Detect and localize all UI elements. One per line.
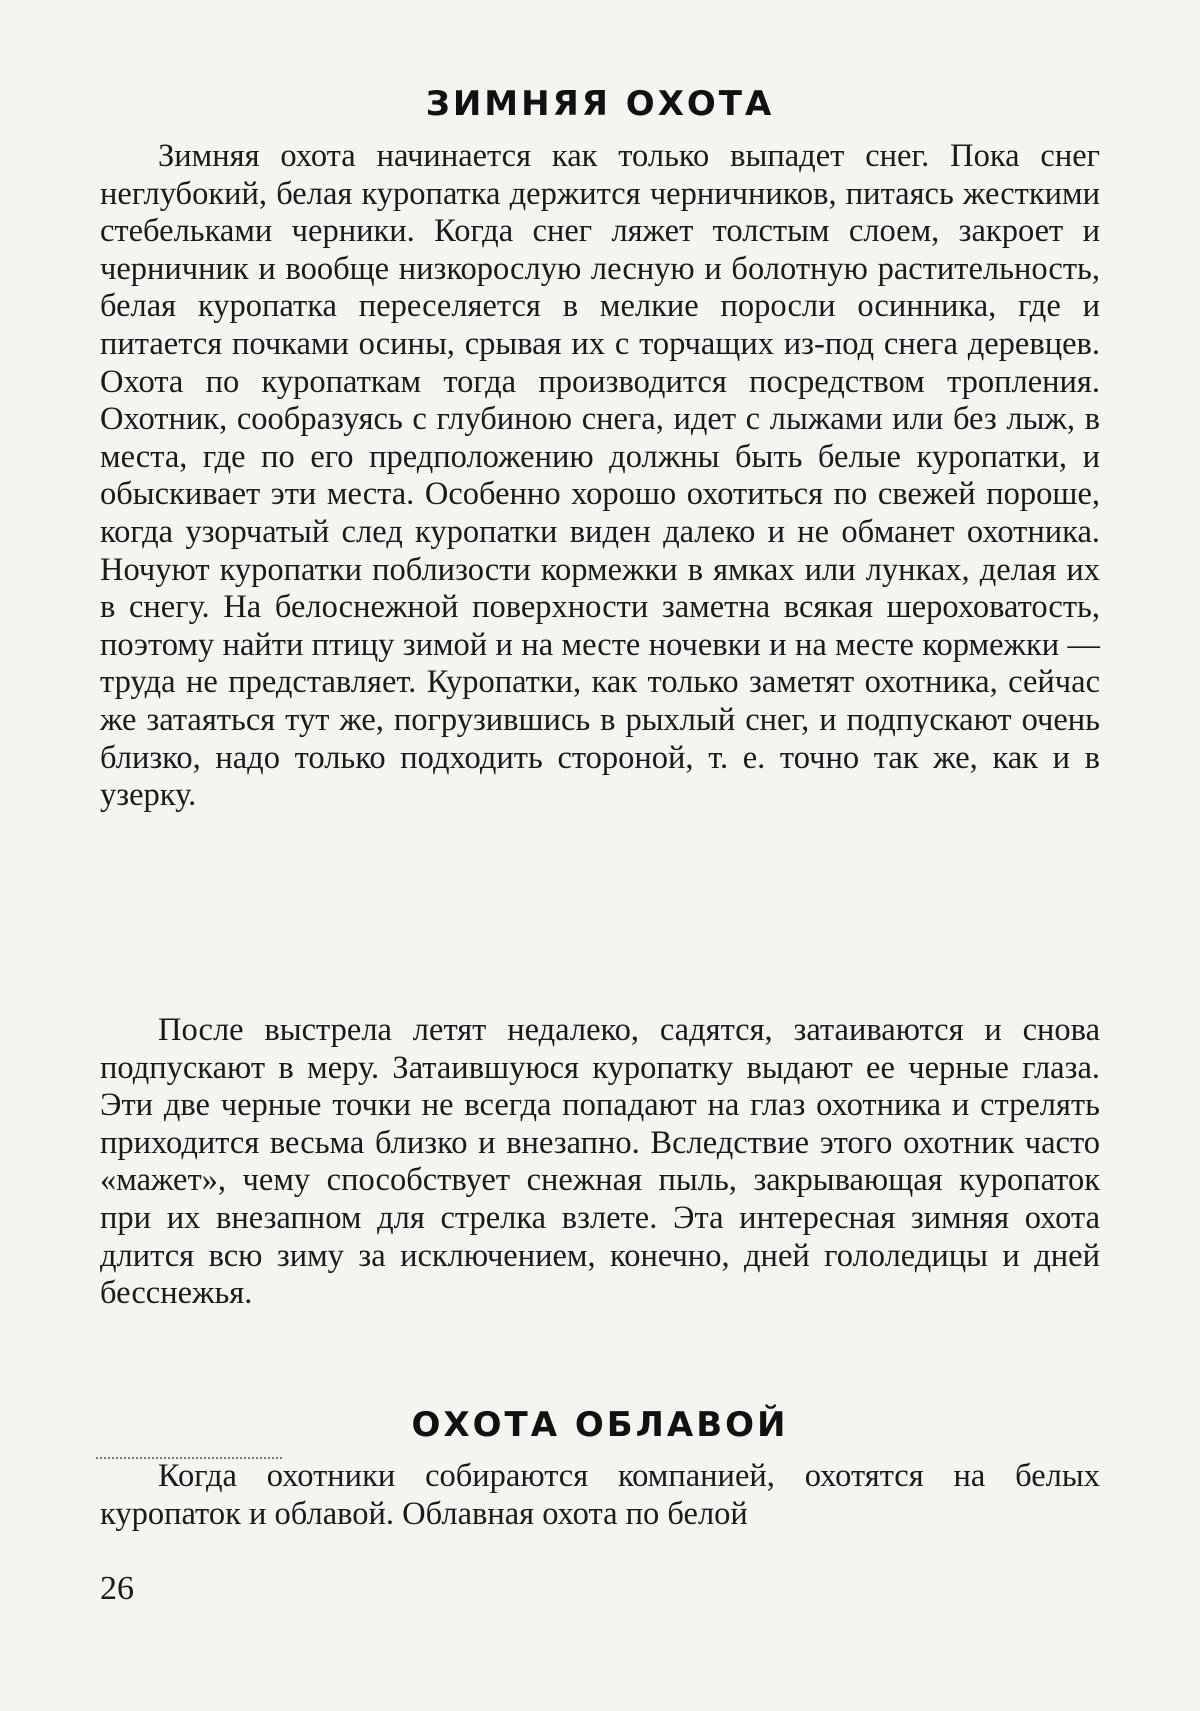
paragraph: Когда охотники собираются компанией, охотятся на белых куропаток и облавой. Облавная охота по белой <box>100 1458 1100 1532</box>
section-title-drive-hunting: ОХОТА ОБЛАВОЙ <box>411 1405 789 1445</box>
section-title-winter-hunting: ЗИМНЯЯ ОХОТА <box>425 84 775 124</box>
paragraph: Зимняя охота начинается как только выпадет снег. Пока снег неглубокий, белая куропатка держится черничников, питаясь жесткими стебельками черники. Когда снег ляжет толстым слоем, закроет и черничник и вообще низкорослую лесную и болотную растительность, белая куропатка переселяется в мелкие поросли осинника, где и питается почками осины, срывая их с торчащих из-под снега деревцев. Охота по куропаткам тогда производится посредством тропления. Охотник, сообразуясь с глубиною снега, идет с лыжами или без лыж, в места, где по его предположению должны быть белые куропатки, и обыскивает эти места. Особенно хорошо охотиться по свежей пороше, когда узорчатый след куропатки виден далеко и не обманет охотника. Ночуют куропатки поблизости кормежки в ямках или лунках, делая их в снегу. На белоснежной поверхности заметна всякая шероховатость, поэтому найти птицу зимой и на месте ночевки и на месте кормежки — труда не представляет. Куропатки, как только заметят охотника, сейчас же затаяться тут же, погрузившись в рыхлый снег, и подпускают очень близко, надо только подходить стороной, т. е. точно так же, как и в узерку. <box>100 138 1100 814</box>
paragraph: После выстрела летят недалеко, садятся, затаиваются и снова подпускают в меру. Затаившуюся куропатку выдают ее черные глаза. Эти две черные точки не всегда попадают на глаз охотника и стрелять приходится весьма близко и внезапно. Вследствие этого охотник часто «мажет», чему способствует снежная пыль, закрывающая куропаток при их внезапном для стрелка взлете. Эта интересная зимняя охота длится всю зиму за исключением, конечно, дней гололедицы и дней бесснежья. <box>100 1012 1100 1312</box>
page-number: 26 <box>100 1570 134 1607</box>
